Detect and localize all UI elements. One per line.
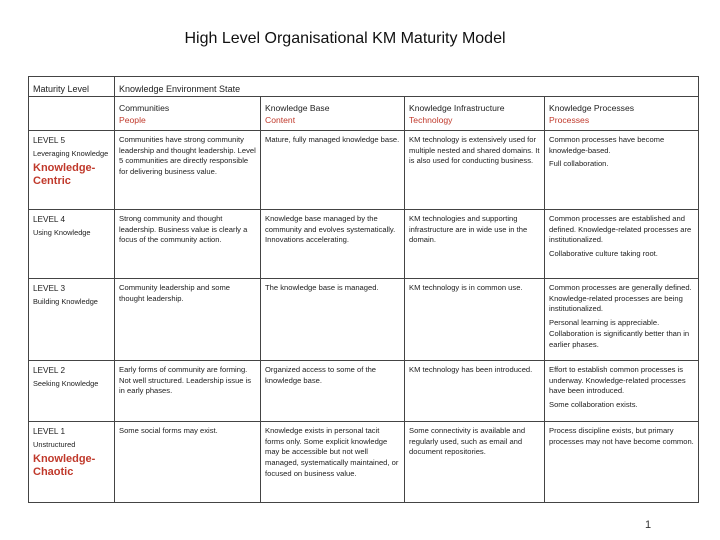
processes-cell: Common processes are established and defined. Knowledge-related processes are institutionalized. Collaborative culture taking root. <box>545 209 699 278</box>
table-row <box>29 209 699 278</box>
communities-cell: Community leadership and some thought leadership. <box>115 278 261 360</box>
page-title: High Level Organisational KM Maturity Model <box>184 30 506 47</box>
communities-cell: Early forms of community are forming. Not well structured. Leadership issue is in early phases. <box>115 360 261 421</box>
maturity-level-header: Maturity Level <box>29 77 115 97</box>
processes-cell: Effort to establish common processes is underway. Knowledge-related processes have been introduced. Some collaboration exists. <box>545 360 699 421</box>
subheader-content: Knowledge Base Content <box>261 96 405 130</box>
content-cell: The knowledge base is managed. <box>261 278 405 360</box>
table-row <box>29 360 699 421</box>
level-cell: LEVEL 3 Building Knowledge <box>29 278 115 360</box>
processes-cell: Common processes have become knowledge-based. Full collaboration. <box>545 130 699 209</box>
table-row <box>29 130 699 209</box>
header-row <box>29 77 699 97</box>
level-cell: LEVEL 1 Unstructured Knowledge-Chaotic <box>29 421 115 502</box>
technology-cell: KM technology is in common use. <box>405 278 545 360</box>
page-number: 1 <box>645 519 652 531</box>
environment-state-header: Knowledge Environment State <box>115 77 699 97</box>
technology-cell: KM technologies and supporting infrastructure are in wide use in the domain. <box>405 209 545 278</box>
content-cell: Knowledge exists in personal tacit forms only. Some explicit knowledge may be accessible but not well managed, systematically maintained, or focused on business value. <box>261 421 405 502</box>
subheader-communities: Communities People <box>115 96 261 130</box>
empty-cell <box>29 96 115 130</box>
content-cell: Organized access to some of the knowledge base. <box>261 360 405 421</box>
content-cell: Mature, fully managed knowledge base. <box>261 130 405 209</box>
level-cell: LEVEL 5 Leveraging Knowledge Knowledge-Centric <box>29 130 115 209</box>
technology-cell: KM technology has been introduced. <box>405 360 545 421</box>
processes-cell: Process discipline exists, but primary processes may not have become common. <box>545 421 699 502</box>
subheader-row <box>29 96 699 130</box>
processes-cell: Common processes are generally defined. Knowledge-related processes are being institutionalized. Personal learning is appreciable. Collaboration is significantly better than in earlier phases. <box>545 278 699 360</box>
maturity-table <box>28 76 699 503</box>
content-cell: Knowledge base managed by the community and evolves systematically. Innovations accelerating. <box>261 209 405 278</box>
communities-cell: Some social forms may exist. <box>115 421 261 502</box>
level-cell: LEVEL 2 Seeking Knowledge <box>29 360 115 421</box>
technology-cell: KM technology is extensively used for multiple nested and shared domains. It is also used for conducting business. <box>405 130 545 209</box>
communities-cell: Communities have strong community leadership and thought leadership. Level 5 communities are directly responsible for delivering business value. <box>115 130 261 209</box>
communities-cell: Strong community and thought leadership. Business value is clearly a focus of the community action. <box>115 209 261 278</box>
subheader-processes: Knowledge Processes Processes <box>545 96 699 130</box>
table-row <box>29 278 699 360</box>
technology-cell: Some connectivity is available and regularly used, such as email and document repositories. <box>405 421 545 502</box>
table-row <box>29 421 699 502</box>
subheader-technology: Knowledge Infrastructure Technology <box>405 96 545 130</box>
level-cell: LEVEL 4 Using Knowledge <box>29 209 115 278</box>
